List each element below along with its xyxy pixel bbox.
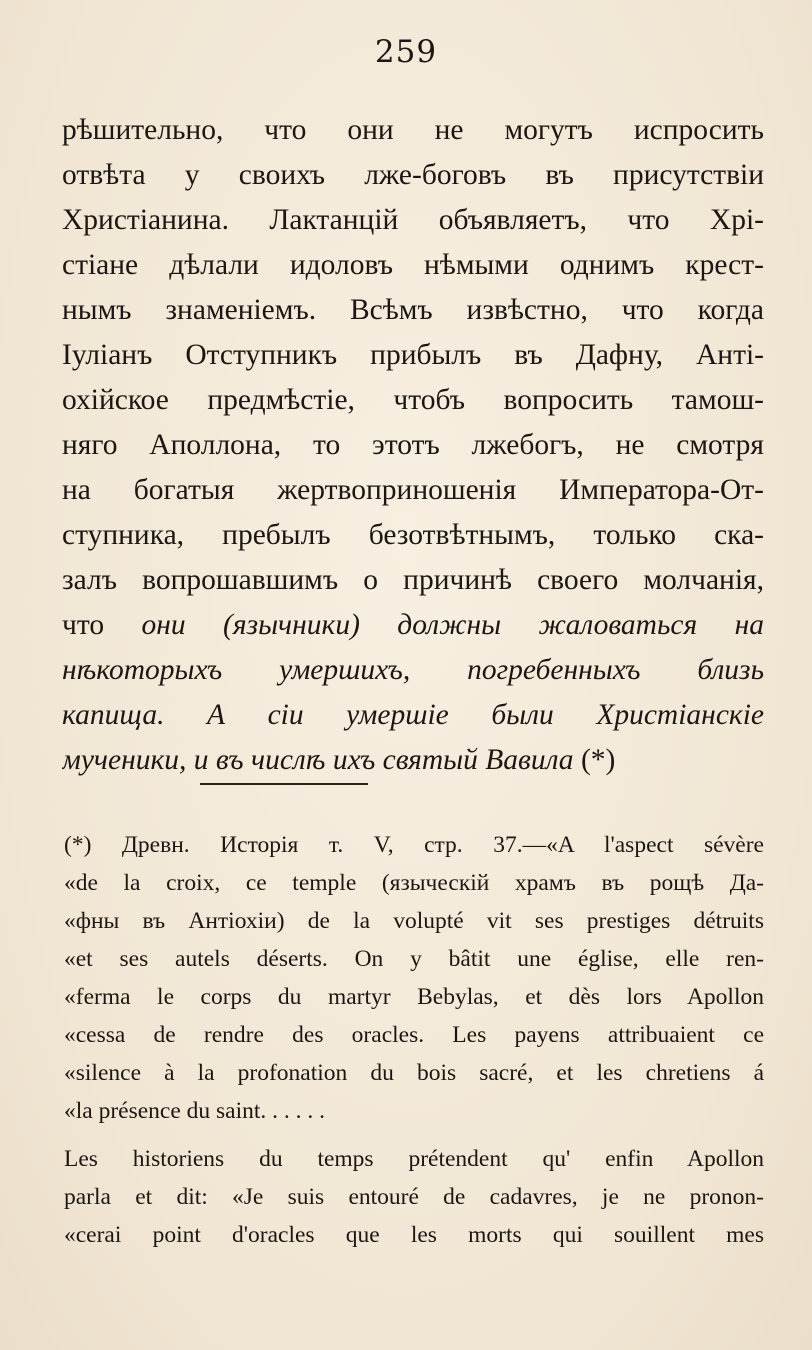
footnote-line: «de la croix, ce temple (языческій храмъ въ рощѣ Да-	[64, 870, 764, 896]
text-line: на богатыя жертвоприношенія Императора-От-	[62, 474, 764, 506]
last-text-line	[62, 738, 764, 783]
footnote-paragraph-line: «cerai point d'oracles que les morts qui souillent mes	[64, 1222, 764, 1248]
italic-text-line: капища. А сіи умершіе были Христіанскіе	[62, 699, 764, 731]
text-line: нымъ знаменіемъ. Всѣмъ извѣстно, что когда	[62, 294, 764, 326]
footnote-divider	[200, 783, 368, 785]
text-line: ступника, пребылъ безотвѣтнымъ, только ска-	[62, 519, 764, 551]
footnote-line: «ferma le corps du martyr Bebylas, et dès lors Apollon	[64, 984, 764, 1010]
page-number: 259	[374, 34, 438, 70]
text-line: стіане дѣлали идоловъ нѣмыми однимъ крест-	[62, 249, 764, 281]
footnote-line: «silence à la profonation du bois sacré, et les chretiens á	[64, 1060, 764, 1086]
footnote-line: «фны въ Антіохіи) de la volupté vit ses prestiges détruits	[64, 908, 764, 934]
text-line: залъ вопрошавшимъ о причинѣ своего молчанія,	[62, 564, 764, 596]
footnote-line: (*) Древн. Исторія т. V, стр. 37.—«A l'aspect sévère	[64, 832, 764, 858]
footnote-line: «cessa de rendre des oracles. Les payens attribuaient ce	[64, 1022, 764, 1048]
main-text-block	[62, 108, 764, 783]
paragraph-gap	[64, 1130, 764, 1140]
text-line: Христіанина. Лактанцій объявляетъ, что Хрі-	[62, 204, 764, 236]
footnote-block	[64, 826, 764, 1254]
text-line: отвѣта у своихъ лже-боговъ въ присутствіи	[62, 159, 764, 191]
footnote-paragraph-line: Les historiens du temps prétendent qu' enfin Apollon	[64, 1146, 764, 1172]
text-line: няго Аполлона, то этотъ лжебогъ, не смотря	[62, 429, 764, 461]
footnote-line: «et ses autels déserts. On y bâtit une église, elle ren-	[64, 946, 764, 972]
italic-quote: они (язычники) должны жаловаться на	[141, 609, 764, 641]
footnote-line: «la présence du saint. . . . . .	[64, 1098, 326, 1124]
footnote-reference-mark: (*)	[573, 744, 616, 776]
mixed-text-line	[62, 603, 764, 648]
text-line-prefix: что	[62, 609, 142, 641]
footnote-paragraph-line: parla et dit: «Je suis entouré de cadavres, je ne pronon-	[64, 1184, 764, 1210]
text-line: охійское предмѣстіе, чтобъ вопросить тамош-	[62, 384, 764, 416]
italic-text-line: нѣкоторыхъ умершихъ, погребенныхъ близь	[62, 654, 764, 686]
text-line: Іуліанъ Отступникъ прибылъ въ Дафну, Анті-	[62, 339, 764, 371]
italic-quote-end: мученики, и въ числѣ ихъ святый Вавила	[62, 744, 574, 776]
text-line: рѣшительно, что они не могутъ испросить	[62, 114, 764, 146]
